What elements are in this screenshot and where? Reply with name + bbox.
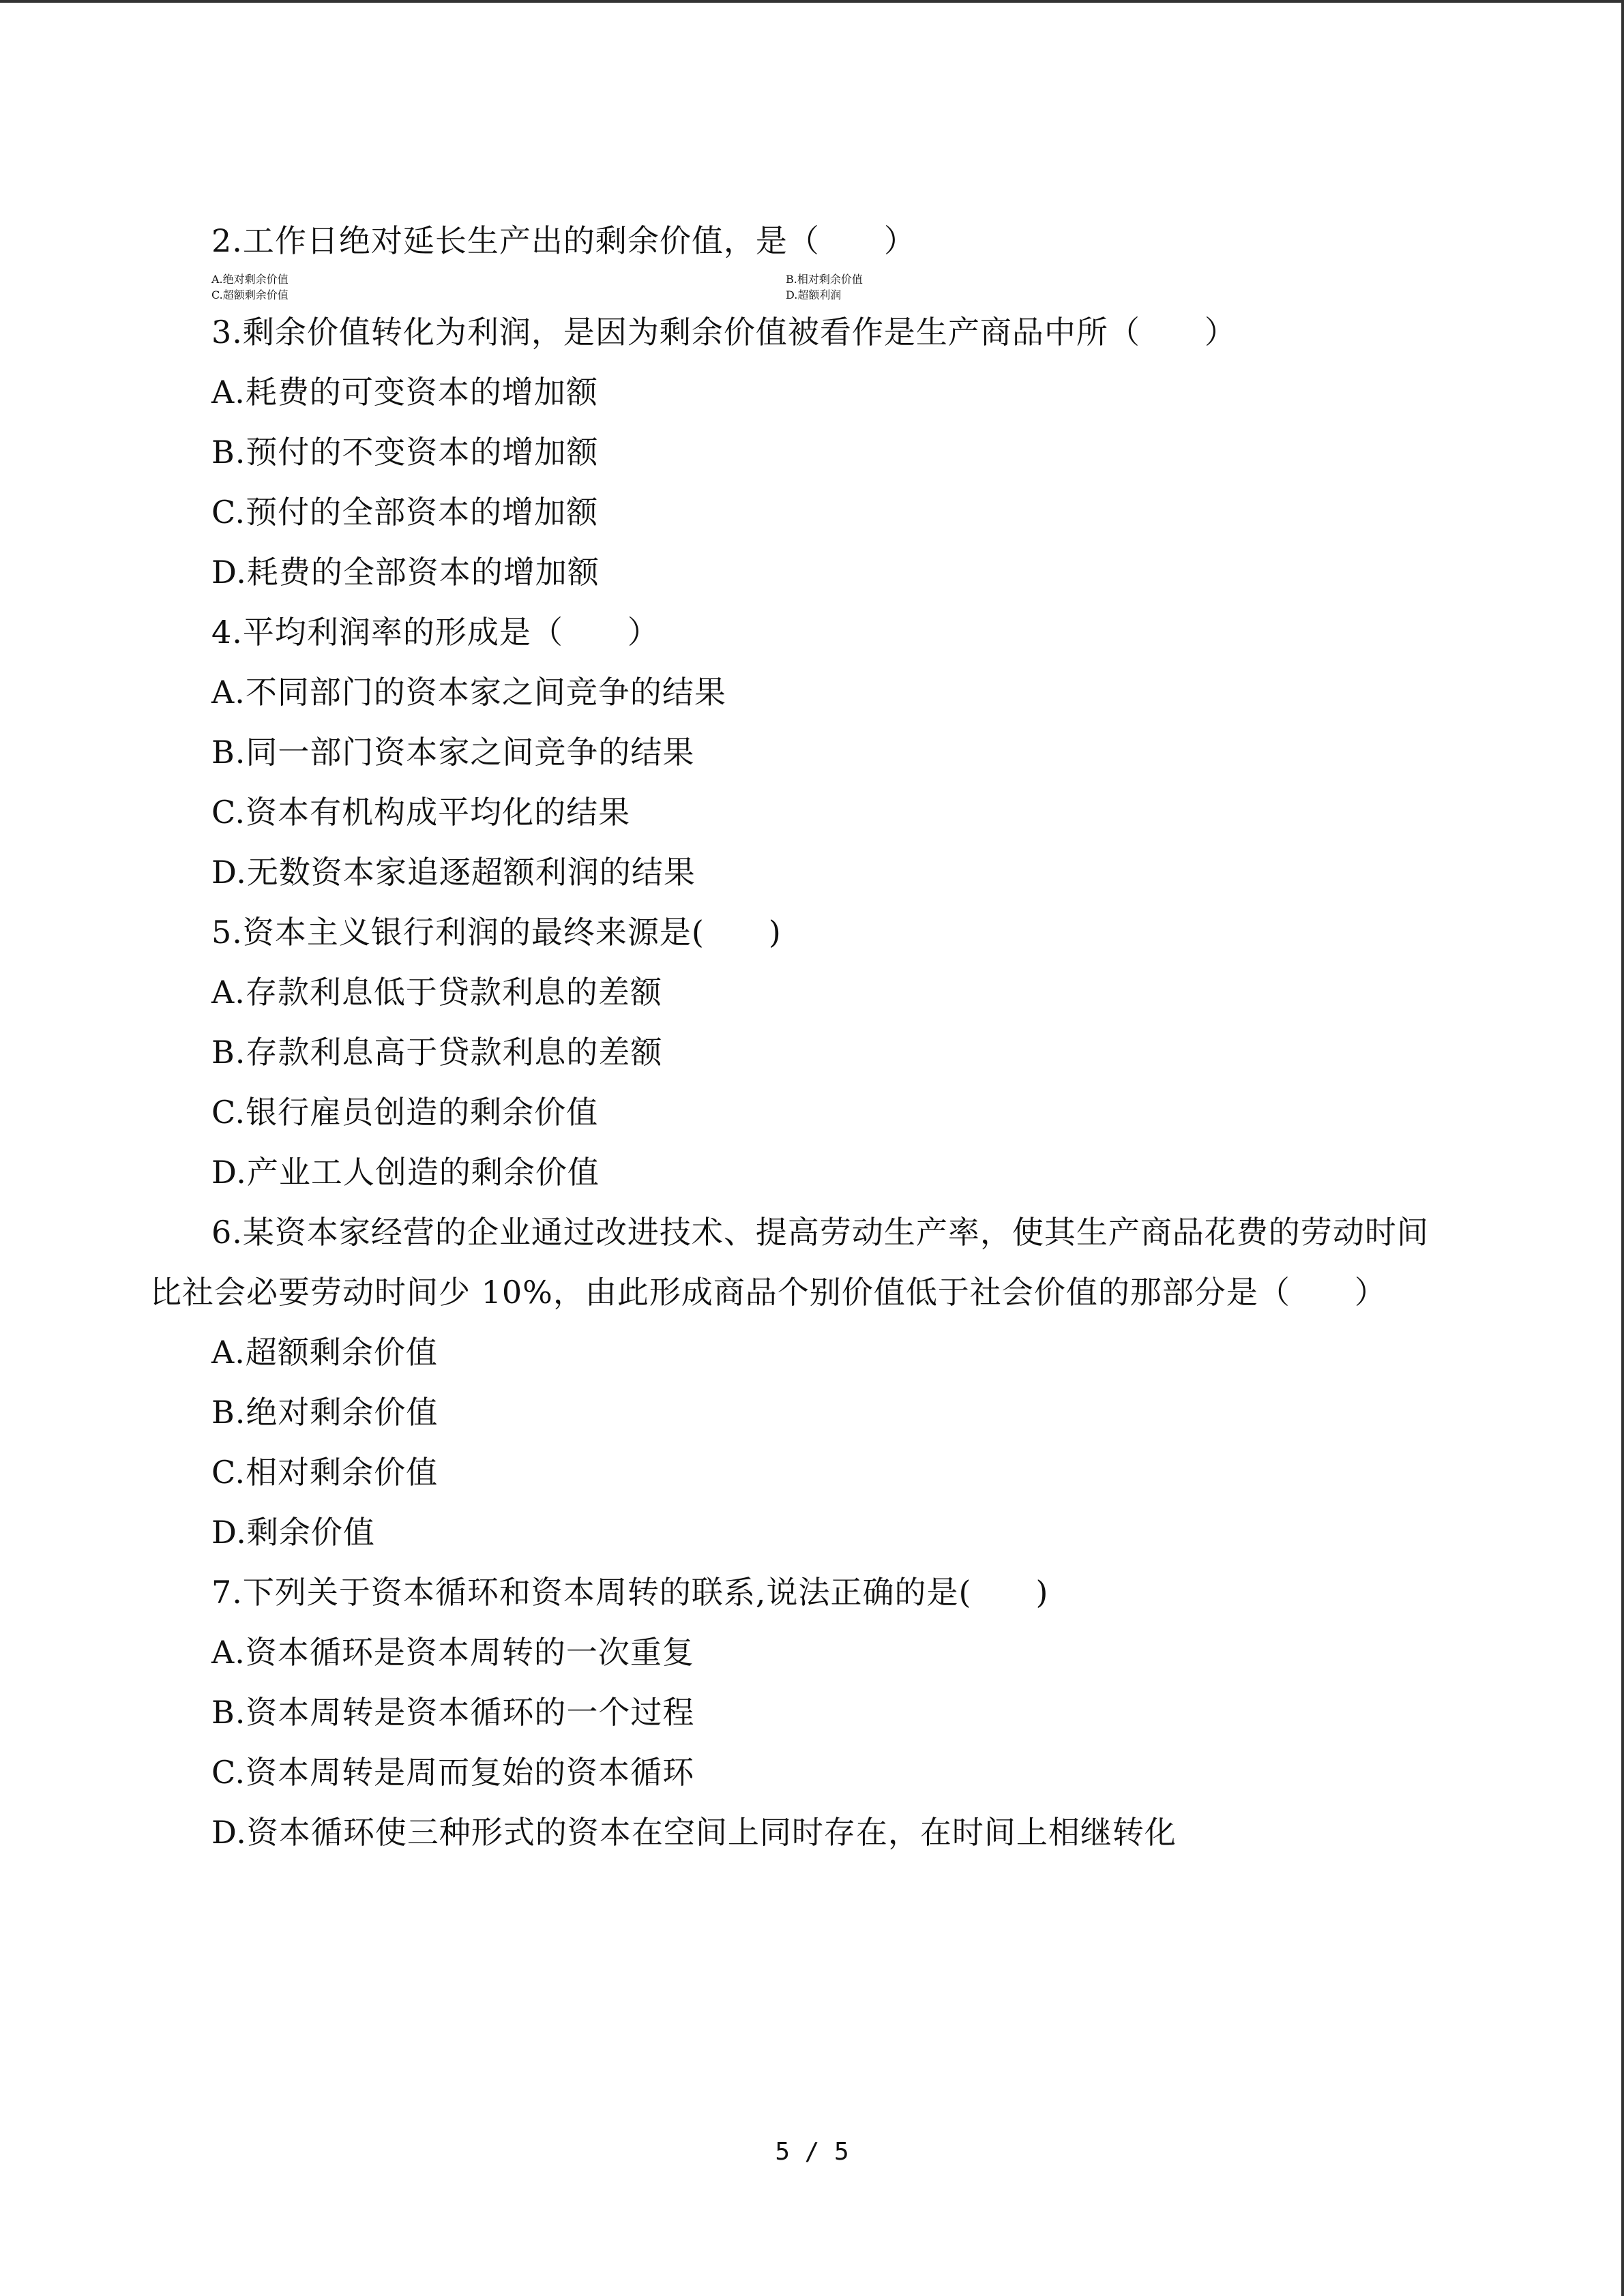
question-7-stem: 7.下列关于资本循环和资本周转的联系,说法正确的是( ) xyxy=(211,1574,1049,1611)
question-2-option-c: C.超额剩余价值 xyxy=(211,288,289,301)
question-4-option-a: A.不同部门的资本家之间竞争的结果 xyxy=(211,674,726,711)
question-3-option-a: A.耗费的可变资本的增加额 xyxy=(211,374,598,411)
page-number: 5 / 5 xyxy=(775,2138,849,2166)
question-5-option-a: A.存款利息低于贷款利息的差额 xyxy=(211,974,662,1011)
question-6-option-b: B.绝对剩余价值 xyxy=(211,1394,439,1431)
question-6-stem-continued: 比社会必要劳动时间少 10%，由此形成商品个别价值低于社会价值的那部分是（ ） xyxy=(150,1274,1387,1311)
question-4-option-c: C.资本有机构成平均化的结果 xyxy=(211,794,631,831)
question-7-option-c: C.资本周转是周而复始的资本循环 xyxy=(211,1754,695,1791)
question-2-options-row-1 xyxy=(150,271,1473,286)
question-3-option-c: C.预付的全部资本的增加额 xyxy=(211,494,599,531)
question-6-option-c: C.相对剩余价值 xyxy=(211,1454,439,1491)
question-2-stem: 2.工作日绝对延长生产出的剩余价值，是（ ） xyxy=(211,222,916,259)
question-6-option-d: D.剩余价值 xyxy=(211,1514,375,1551)
question-list xyxy=(150,211,1473,1862)
question-5-option-c: C.银行雇员创造的剩余价值 xyxy=(211,1094,599,1131)
question-7-option-a: A.资本循环是资本周转的一次重复 xyxy=(211,1634,694,1671)
question-3-stem: 3.剩余价值转化为利润，是因为剩余价值被看作是生产商品中所（ ） xyxy=(211,314,1237,351)
question-4-stem: 4.平均利润率的形成是（ ） xyxy=(211,614,660,651)
question-4-option-b: B.同一部门资本家之间竞争的结果 xyxy=(211,734,695,771)
question-6-option-a: A.超额剩余价值 xyxy=(211,1334,438,1371)
question-3-option-d: D.耗费的全部资本的增加额 xyxy=(211,554,600,591)
question-2-options-row-2 xyxy=(150,286,1473,302)
question-2-option-a: A.绝对剩余价值 xyxy=(211,273,289,286)
question-7-option-d: D.资本循环使三种形式的资本在空间上同时存在，在时间上相继转化 xyxy=(211,1814,1177,1851)
question-5-stem: 5.资本主义银行利润的最终来源是( ) xyxy=(211,914,782,951)
question-2-option-b: B.相对剩余价值 xyxy=(786,273,863,286)
question-7-option-b: B.资本周转是资本循环的一个过程 xyxy=(211,1694,695,1731)
question-3-option-b: B.预付的不变资本的增加额 xyxy=(211,434,599,471)
question-6-stem: 6.某资本家经营的企业通过改进技术、提高劳动生产率，使其生产商品花费的劳动时间 xyxy=(211,1214,1429,1251)
question-4-option-d: D.无数资本家追逐超额利润的结果 xyxy=(211,854,696,891)
question-5-option-b: B.存款利息高于贷款利息的差额 xyxy=(211,1034,663,1071)
question-2-option-d: D.超额利润 xyxy=(786,288,842,301)
question-5-option-d: D.产业工人创造的剩余价值 xyxy=(211,1154,600,1191)
